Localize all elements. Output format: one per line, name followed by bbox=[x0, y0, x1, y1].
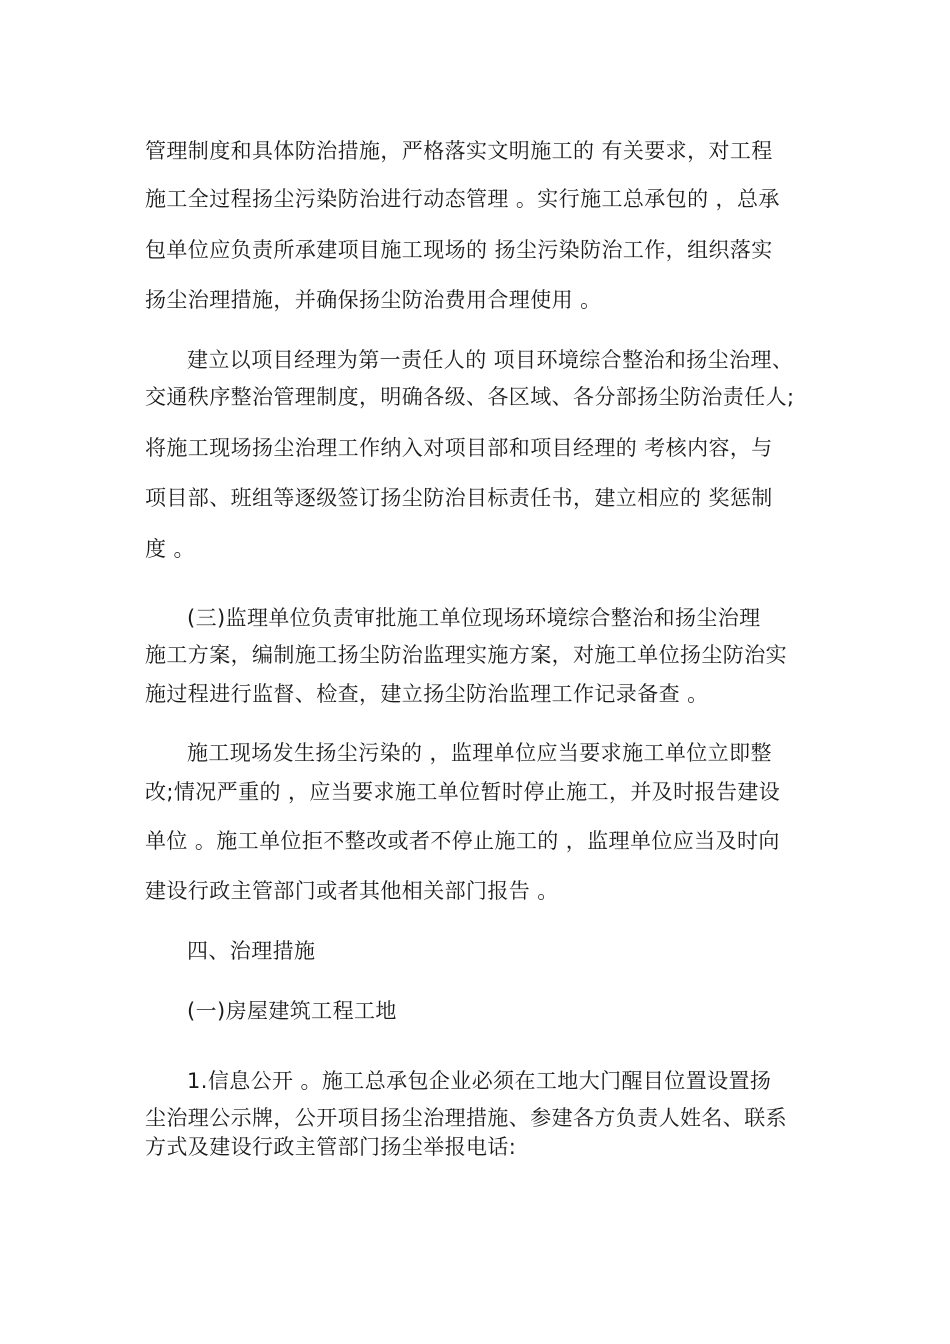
text-line: 管理制度和具体防治措施，严格落实文明施工的 有关要求，对工程 bbox=[145, 139, 773, 163]
text-line: 1.信息公开 。施工总承包企业必须在工地大门醒目位置设置扬 bbox=[187, 1069, 772, 1093]
section-heading: 四、治理措施 bbox=[187, 939, 316, 963]
subsection-heading: (一)房屋建筑工程工地 bbox=[187, 999, 397, 1023]
text-line: 改;情况严重的 ，应当要求施工单位暂时停止施工，并及时报告建设 bbox=[145, 780, 781, 804]
text-line: 项目部、班组等逐级签订扬尘防治目标责任书，建立相应的 奖惩制 bbox=[145, 486, 773, 510]
text-line: (三)监理单位负责审批施工单位现场环境综合整治和扬尘治理 bbox=[187, 606, 761, 630]
text-line: 度 。 bbox=[145, 537, 195, 561]
text-line: 包单位应负责所承建项目施工现场的 扬尘污染防治工作，组织落实 bbox=[145, 238, 773, 262]
text-line: 施工现场发生扬尘污染的 ，监理单位应当要求施工单位立即整 bbox=[187, 741, 772, 765]
text-line: 交通秩序整治管理制度，明确各级、各区域、各分部扬尘防治责任人; bbox=[145, 385, 795, 409]
text-line: 单位 。施工单位拒不整改或者不停止施工的 ，监理单位应当及时向 bbox=[145, 829, 780, 853]
text-line: 施过程进行监督、检查，建立扬尘防治监理工作记录备查 。 bbox=[145, 682, 709, 706]
text-line: 施工全过程扬尘污染防治进行动态管理 。实行施工总承包的 ，总承 bbox=[145, 187, 780, 211]
text-line: 将施工现场扬尘治理工作纳入对项目部和项目经理的 考核内容，与 bbox=[145, 436, 773, 460]
text-line: 建设行政主管部门或者其他相关部门报告 。 bbox=[145, 879, 559, 903]
text-line: 施工方案，编制施工扬尘防治监理实施方案，对施工单位扬尘防治实 bbox=[145, 643, 787, 667]
text-line: 方式及建设行政主管部门扬尘举报电话: bbox=[145, 1135, 517, 1159]
text-line: 尘治理公示牌，公开项目扬尘治理措施、参建各方负责人姓名、联系 bbox=[145, 1106, 787, 1130]
text-line: 建立以项目经理为第一责任人的 项目环境综合整治和扬尘治理、 bbox=[187, 348, 794, 372]
text-line: 扬尘治理措施，并确保扬尘防治费用合理使用 。 bbox=[145, 288, 602, 312]
